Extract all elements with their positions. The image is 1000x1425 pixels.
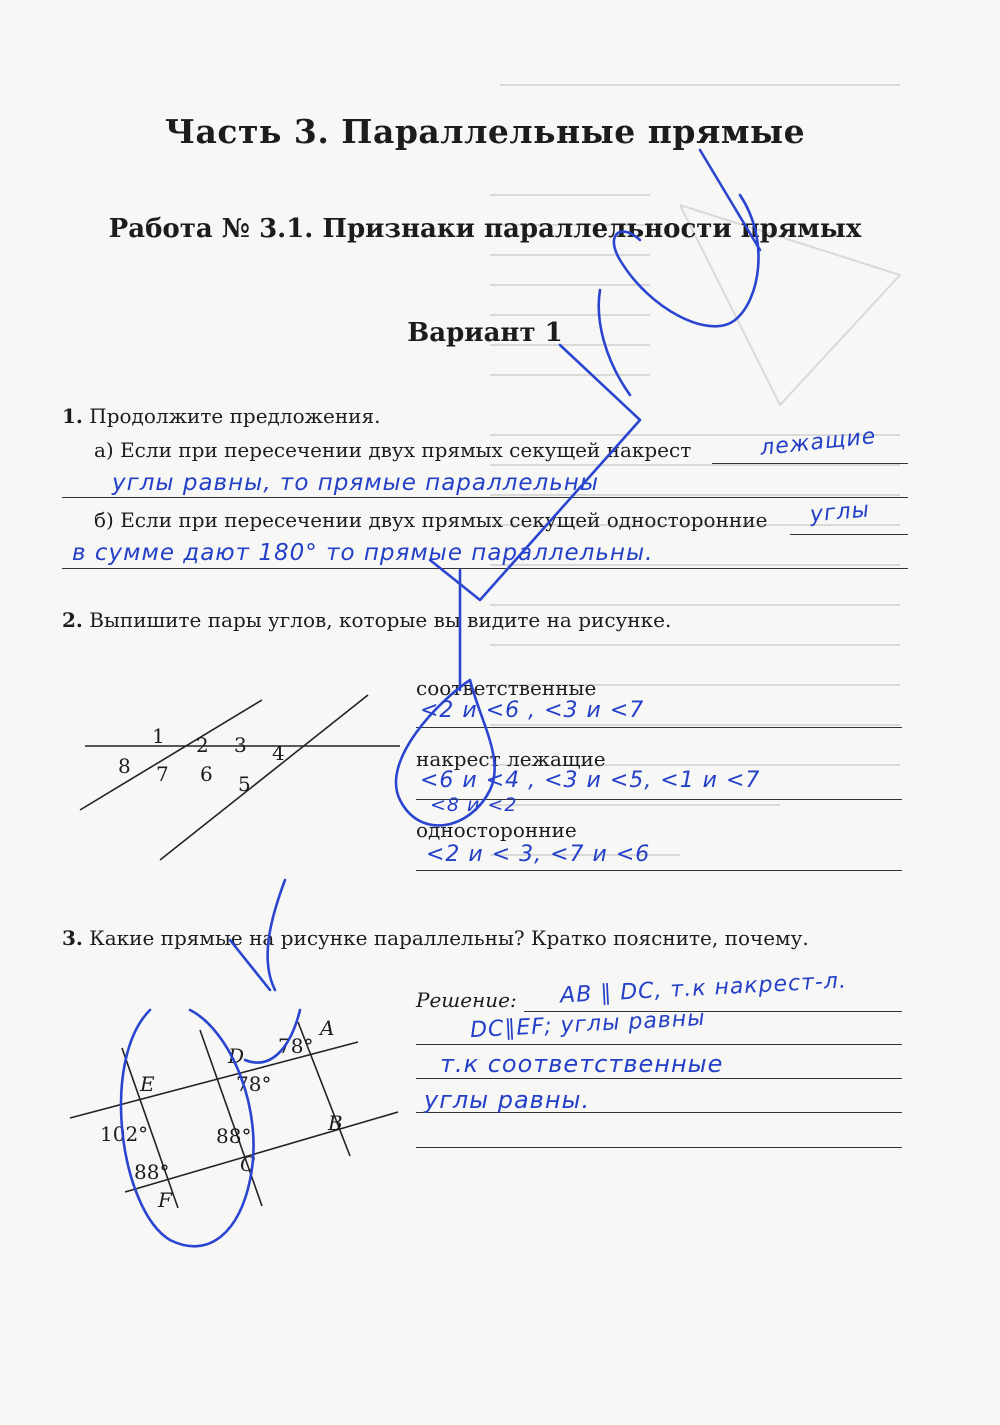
task-2-prompt	[62, 608, 671, 632]
same-side-answer-line	[416, 870, 902, 871]
point-label-d: D	[228, 1044, 245, 1068]
task-1a-answer-2: углы равны, то прямые параллельны	[112, 470, 599, 496]
part-title: Часть 3. Параллельные прямые	[164, 112, 806, 151]
solution-line-2	[416, 1044, 902, 1045]
task-1b-answer-2: в сумме дают 180° то прямые параллельны.	[72, 540, 654, 566]
solution-line-5	[416, 1147, 902, 1148]
work-title: Работа № 3.1. Признаки параллельности прямых	[108, 214, 862, 244]
task-1-prompt	[62, 404, 380, 428]
task-1b-answer-1: углы	[809, 497, 871, 528]
task-2-line-right	[160, 695, 368, 860]
task-1b-answer-line-2	[62, 568, 908, 569]
task-2-number: 2.	[62, 608, 83, 632]
angle-label-3: 3	[234, 733, 247, 757]
solution-answer-1: AB ∥ DC, т.к накрест-л.	[559, 968, 848, 1009]
angle-label-8: 8	[118, 754, 131, 778]
category-alternate: накрест лежащие	[416, 747, 606, 771]
angle-label-102: 102°	[100, 1122, 149, 1146]
task-3-line-top	[70, 1042, 358, 1118]
task-1a-answer-line-2	[62, 497, 908, 498]
task-1a-answer-line-1	[712, 463, 908, 464]
category-same-side: односторонние	[416, 818, 577, 842]
angle-label-1: 1	[152, 724, 165, 748]
angle-label-4: 4	[272, 741, 285, 765]
angle-label-88-c: 88°	[216, 1124, 252, 1148]
task-3-prompt	[62, 926, 809, 950]
variant-title: Вариант 1	[407, 318, 563, 348]
angle-label-2: 2	[196, 733, 209, 757]
task-1b-answer-line-1	[790, 534, 908, 535]
same-side-answer: <2 и < 3, <7 и <6	[426, 842, 651, 867]
solution-answer-3: т.к соответственные	[440, 1050, 724, 1078]
solution-line-3	[416, 1078, 902, 1079]
corresponding-answer: <2 и <6 , <3 и <7	[420, 698, 645, 723]
task-1b-label: б) Если при пересечении двух прямых секущей односторонние	[94, 508, 768, 532]
task-1-text: Продолжите предложения.	[89, 404, 381, 428]
solution-label: Решение:	[416, 988, 517, 1012]
solution-answer-2: DC∥EF; углы равны	[469, 1005, 707, 1044]
point-label-b: B	[328, 1111, 343, 1135]
task-1a-label: а) Если при пересечении двух прямых секущей накрест	[94, 438, 692, 462]
point-label-f: F	[158, 1188, 172, 1212]
task-3-text: Какие прямые на рисунке параллельны? Кратко поясните, почему.	[89, 926, 809, 950]
angle-label-78-top: 78°	[278, 1034, 314, 1058]
angle-label-7: 7	[156, 762, 169, 786]
solution-answer-4: углы равны.	[424, 1086, 591, 1114]
task-2-text: Выпишите пары углов, которые вы видите на рисунке.	[89, 608, 672, 632]
alternate-answer-1: <6 и <4 , <3 и <5, <1 и <7	[420, 768, 761, 793]
point-label-e: E	[140, 1072, 155, 1096]
corresponding-answer-line	[416, 727, 902, 728]
alternate-answer-2: <8 и <2	[430, 794, 518, 816]
task-1a-answer-1: лежащие	[759, 423, 878, 462]
angle-label-6: 6	[200, 762, 213, 786]
point-label-a: A	[320, 1016, 335, 1040]
angle-label-5: 5	[238, 772, 251, 796]
task-3-number: 3.	[62, 926, 83, 950]
angle-label-88-f: 88°	[134, 1160, 170, 1184]
point-label-c: C	[240, 1152, 256, 1176]
task-1-number: 1.	[62, 404, 83, 428]
angle-label-78-bottom: 78°	[236, 1072, 272, 1096]
category-corresponding: соответственные	[416, 676, 597, 700]
